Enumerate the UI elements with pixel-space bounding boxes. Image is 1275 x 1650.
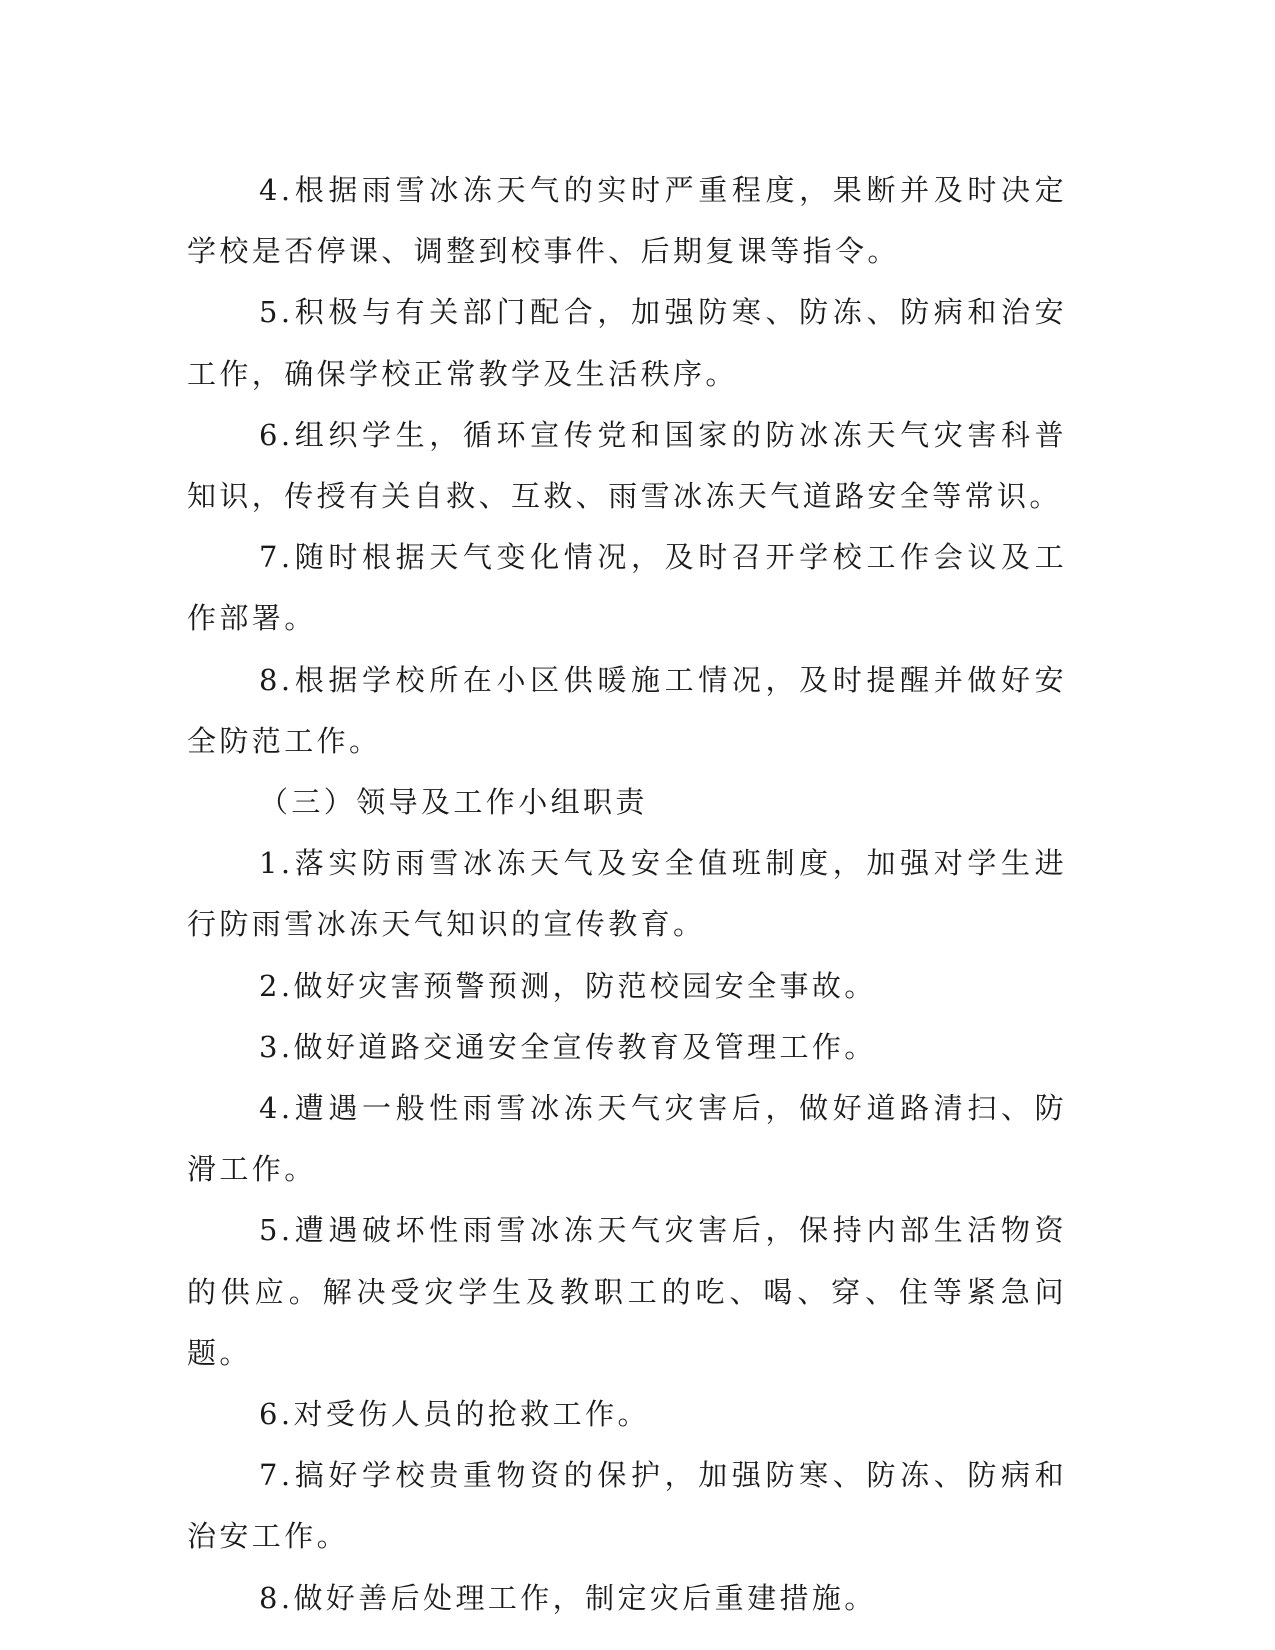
paragraph-duty-1: 1.落实防雨雪冰冻天气及安全值班制度，加强对学生进行防雨雪冰冻天气知识的宣传教育。 (187, 846, 1067, 942)
paragraph-item-7-meetings: 7.随时根据天气变化情况，及时召开学校工作会议及工作部署。 (187, 540, 1067, 636)
paragraph-item-5-cooperation: 5.积极与有关部门配合，加强防寒、防冻、防病和治安工作，确保学校正常教学及生活秩序。 (187, 295, 1067, 391)
paragraph-duty-8: 8.做好善后处理工作，制定灾后重建措施。 (259, 1580, 877, 1615)
paragraph-item-6-education: 6.组织学生，循环宣传党和国家的防冰冻天气灾害科普知识，传授有关自救、互救、雨雪冰冻天气道路安全等常识。 (187, 417, 1067, 514)
paragraph-duty-5: 5.遭遇破坏性雨雪冰冻天气灾害后，保持内部生活物资的供应。解决受灾学生及教职工的吃、喝、穿、住等紧急问题。 (187, 1213, 1067, 1370)
paragraph-item-8-heating-safety: 8.根据学校所在小区供暖施工情况，及时提醒并做好安全防范工作。 (187, 662, 1067, 758)
paragraph-item-4-school-closure: 4.根据雨雪冰冻天气的实时严重程度，果断并及时决定学校是否停课、调整到校事件、后期复课等指令。 (187, 173, 1067, 269)
paragraph-duty-7: 7.搞好学校贵重物资的保护，加强防寒、防冻、防病和治安工作。 (187, 1458, 1067, 1554)
section-heading: （三）领导及工作小组职责 (259, 785, 648, 820)
paragraph-duty-3: 3.做好道路交通安全宣传教育及管理工作。 (259, 1029, 877, 1064)
paragraph-duty-6: 6.对受伤人员的抢救工作。 (259, 1397, 650, 1432)
paragraph-duty-4: 4.遭遇一般性雨雪冰冻天气灾害后，做好道路清扫、防滑工作。 (187, 1091, 1067, 1187)
paragraph-duty-2: 2.做好灾害预警预测，防范校园安全事故。 (259, 968, 877, 1003)
document-body (187, 160, 1067, 1629)
